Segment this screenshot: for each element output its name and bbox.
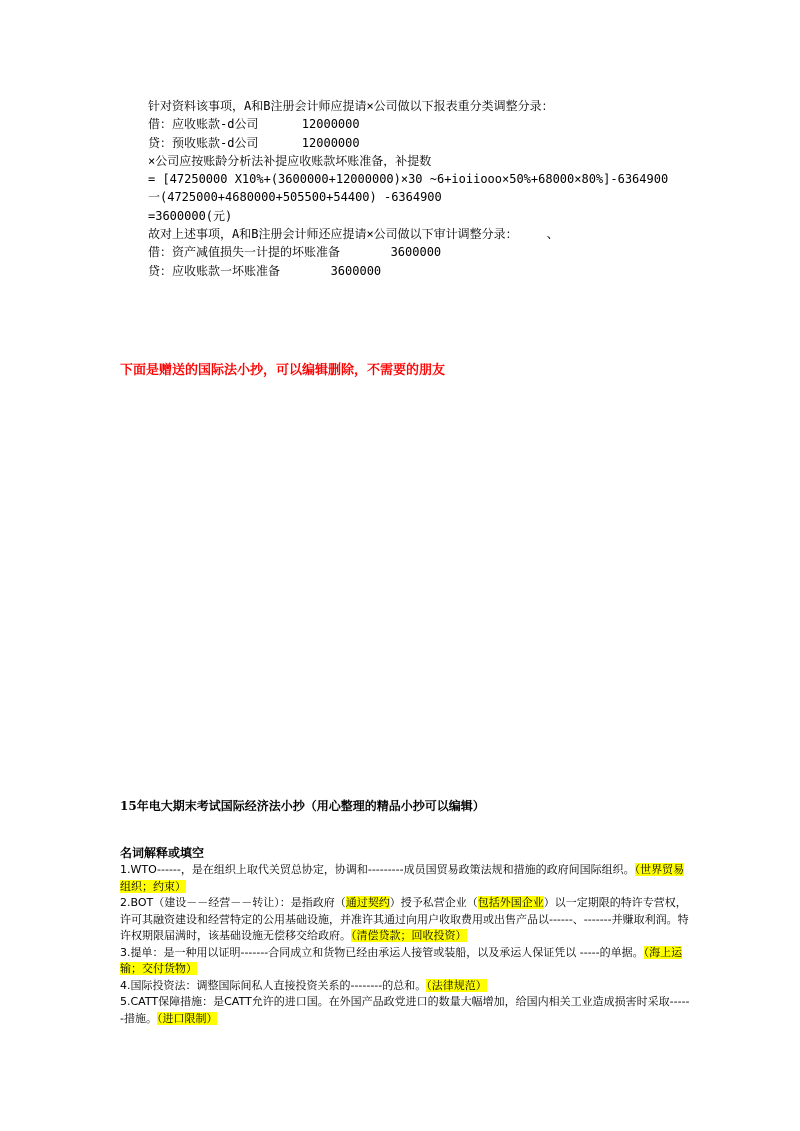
entry-line: = [47250000 X10%+(3600000+12000000)×30 ~6+ioiiooo×50%+68000×80%]-6364900 xyxy=(148,172,669,187)
entry-line: 借：资产减值损失一计提的坏账准备 3600000 xyxy=(148,245,442,260)
entry-line: 借：应收账款-d公司 12000000 xyxy=(148,117,360,132)
entry-line: =3600000(元) xyxy=(148,208,233,223)
answer-highlight: （法律规范） xyxy=(426,978,487,992)
item-text: 1.WTO------，是在组织上取代关贸总协定，协调和---------成员国贸易政策法规和措施的政府间国际组织。 xyxy=(120,863,635,876)
adjustment-entries xyxy=(148,97,768,280)
item-text: 4.国际投资法：调整国际间私人直接投资关系的--------的总和。 xyxy=(120,978,427,992)
entry-line: 针对资料该事项，A和B注册会计师应提请×公司做以下报表重分类调整分录： xyxy=(148,99,554,113)
glossary-item xyxy=(120,945,692,978)
answer-highlight: （清偿贷款；回收投资） xyxy=(351,929,467,942)
entry-line: ×公司应按账龄分析法补提应收账款坏账准备，补提数 xyxy=(148,153,432,168)
glossary-heading: 名词解释或填空 xyxy=(120,846,205,860)
promo-notice: 下面是赠送的国际法小抄，可以编辑删除，不需要的朋友 xyxy=(120,363,446,378)
entry-line: 贷：应收账款一坏账准备 3600000 xyxy=(148,263,382,278)
answer-highlight: （海上运输；交付货物） xyxy=(120,945,683,975)
term-highlight: 包括外国企业 xyxy=(477,896,544,909)
glossary-section xyxy=(120,845,692,1027)
entry-line: 故对上述事项，A和B注册会计师还应提请×公司做以下审计调整分录： 、 xyxy=(148,227,559,242)
answer-highlight: （进口限制） xyxy=(156,1011,218,1025)
item-text: 3.提单：是一种用以证明-------合同成立和货物已经由承运人接管或装船，以及承运人保证凭以 -----的单据。 xyxy=(120,945,644,959)
glossary-item xyxy=(120,978,692,995)
entry-line: 一(4725000+4680000+505500+54400) -6364900 xyxy=(148,190,442,205)
item-text: 2.BOT（建设－－经营－－转让）：是指政府（ xyxy=(120,896,346,909)
glossary-item xyxy=(120,895,692,945)
item-text: ）授予私营企业（ xyxy=(389,896,478,909)
answer-highlight: （世界贸易组织；约束） xyxy=(120,863,685,893)
glossary-item xyxy=(120,862,692,895)
glossary-item xyxy=(120,994,692,1027)
section-title: 15年电大期末考试国际经济法小抄（用心整理的精品小抄可以编辑） xyxy=(120,799,485,813)
item-text: ）以一定期限的特许专营权，许可其融资建设和经营特定的公用基础设施，并准许其通过向用户收取费用或出售产品以------、-------并赚取利润。特许权期限届满时，该基础设施无偿移交给政府。 xyxy=(120,896,689,942)
item-text: 5.CATT保障措施：是CATT允许的进口国。在外国产品政党进口的数量大幅增加，给国内相关工业造成损害时采取------措施。 xyxy=(120,995,690,1025)
entry-line: 贷：预收账款-d公司 12000000 xyxy=(148,135,360,150)
term-highlight: 通过契约 xyxy=(345,896,390,909)
